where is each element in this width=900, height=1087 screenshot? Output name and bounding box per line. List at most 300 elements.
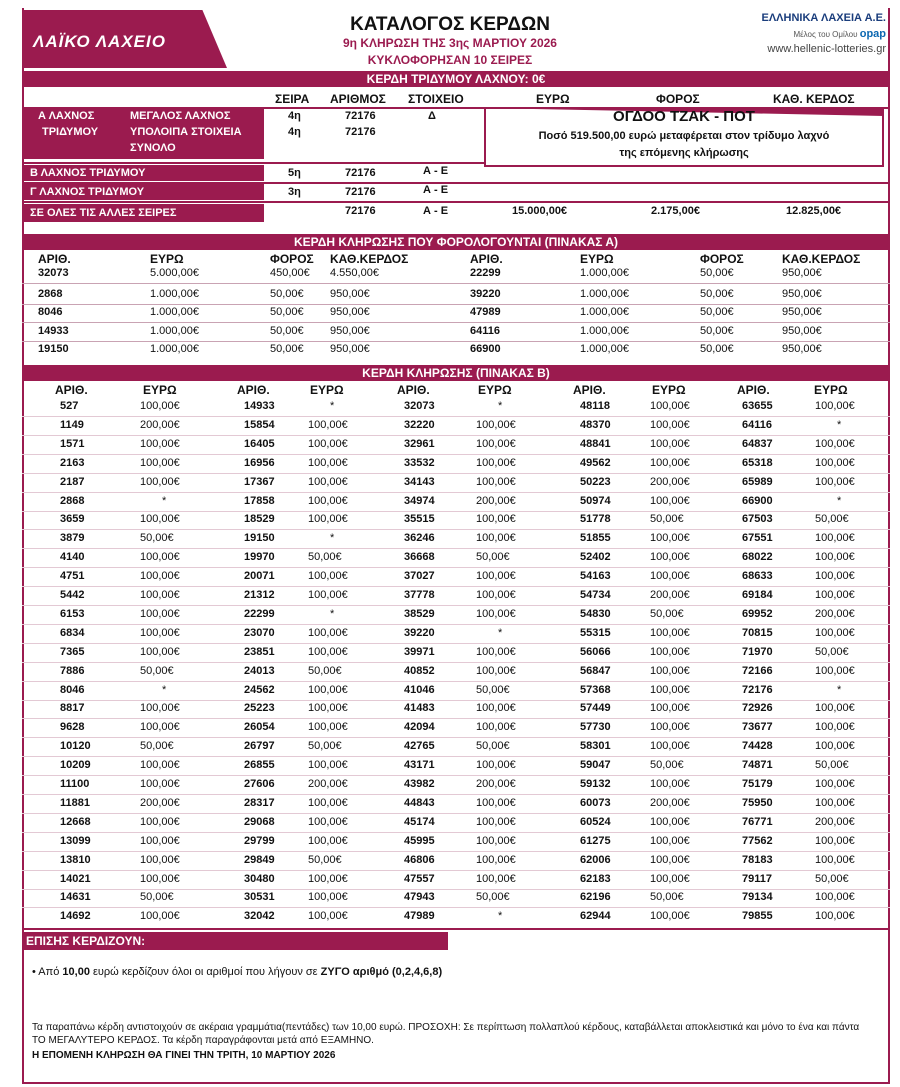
tableB-amount: 100,00€ [140, 873, 180, 885]
logo: ΛΑΪΚΟ ΛΑΧΕΙΟ [33, 32, 166, 51]
tableB-amount: 100,00€ [650, 684, 690, 696]
row-divider [22, 322, 890, 323]
tableA-cell: 950,00€ [782, 267, 822, 279]
tableB-header: ΕΥΡΩ [143, 383, 177, 397]
even-numbers-note [32, 966, 442, 978]
tableB-amount: 50,00€ [308, 740, 342, 752]
tableB-amount: 50,00€ [815, 646, 849, 658]
tableB-number: 67503 [742, 513, 773, 525]
tableB-amount: 100,00€ [140, 513, 180, 525]
row-divider [22, 907, 890, 908]
c-seira: 3η [288, 186, 301, 198]
tableA-cell: 950,00€ [330, 325, 370, 337]
tableA-header: ΑΡΙΘ. [38, 252, 71, 266]
hdr-arithmos: ΑΡΙΘΜΟΣ [330, 92, 386, 106]
tableB-number: 13099 [60, 835, 91, 847]
tableB-amount: 100,00€ [308, 684, 348, 696]
tableA-cell: 1.000,00€ [580, 267, 629, 279]
tableB-amount: 50,00€ [815, 759, 849, 771]
all-euro: 15.000,00€ [512, 205, 568, 217]
tableB-amount: 200,00€ [815, 608, 855, 620]
c-stoixeio: Α - Ε [423, 184, 449, 196]
tableB-number: 14021 [60, 873, 91, 885]
tableA-cell: 5.000,00€ [150, 267, 199, 279]
jackpot-text [484, 128, 884, 162]
tableB-number: 55315 [580, 627, 611, 639]
tableB-number: 27606 [244, 778, 275, 790]
tableB-header: ΑΡΙΘ. [737, 383, 770, 397]
tableA-cell: 1.000,00€ [580, 325, 629, 337]
tableB-amount: 50,00€ [140, 532, 174, 544]
c-ticket-label: Γ ΛΑΧΝΟΣ ΤΡΙΔΥΜΟΥ [24, 184, 264, 200]
tableB-number: 48118 [580, 400, 610, 412]
tableB-amount: 50,00€ [140, 891, 174, 903]
tableB-amount: 100,00€ [140, 702, 180, 714]
tableB-number: 7886 [60, 665, 85, 677]
tableB-number: 41046 [404, 684, 435, 696]
tableB-number: 62196 [580, 891, 611, 903]
tableB-number: 68022 [742, 551, 773, 563]
tableA-cell: 1.000,00€ [150, 288, 199, 300]
tableB-amount: 100,00€ [140, 589, 180, 601]
a-row-label: ΥΠΟΛΟΙΠΑ ΣΤΟΙΧΕΙΑ [130, 126, 242, 138]
tableB-bar: ΚΕΡΔΗ ΚΛΗΡΩΣΗΣ (ΠΙΝΑΚΑΣ Β) [22, 365, 890, 381]
draw-subtitle: 9η ΚΛΗΡΩΣΗ ΤΗΣ 3ης ΜΑΡΤΙΟΥ 2026 [343, 36, 557, 50]
all-kath: 12.825,00€ [786, 205, 842, 217]
tableB-number: 42765 [404, 740, 435, 752]
tableB-number: 75179 [742, 778, 773, 790]
tableB-amount: 100,00€ [815, 551, 855, 563]
tableB-number: 20071 [244, 570, 275, 582]
tableB-amount: 100,00€ [476, 608, 516, 620]
tableB-amount: 100,00€ [815, 854, 855, 866]
tableB-amount: 50,00€ [650, 759, 684, 771]
tableB-number: 41483 [404, 702, 435, 714]
tableB-amount: 100,00€ [140, 835, 180, 847]
series-count: ΚΥΚΛΟΦΟΡΗΣΑΝ 10 ΣΕΙΡΕΣ [367, 53, 533, 67]
tableB-amount: 100,00€ [650, 835, 690, 847]
tableB-number: 60073 [580, 797, 611, 809]
tableB-amount: 100,00€ [308, 816, 348, 828]
tableA-header: ΚΑΘ.ΚΕΡΔΟΣ [782, 252, 861, 266]
tableB-amount: 50,00€ [308, 854, 342, 866]
row-divider [22, 794, 890, 795]
tableA-cell: 2868 [38, 288, 63, 300]
tableB-number: 43982 [404, 778, 435, 790]
tableB-header: ΕΥΡΩ [310, 383, 344, 397]
tableB-number: 39220 [404, 627, 435, 639]
tableB-header: ΑΡΙΘ. [573, 383, 606, 397]
tableB-number: 64837 [742, 438, 773, 450]
tableB-number: 25223 [244, 702, 275, 714]
tableB-amount: 50,00€ [140, 740, 174, 752]
tableB-header: ΕΥΡΩ [478, 383, 512, 397]
row-divider [22, 718, 890, 719]
row-divider [22, 341, 890, 342]
row-divider [22, 435, 890, 436]
tableB-number: 35515 [404, 513, 435, 525]
tableB-number: 30531 [244, 891, 275, 903]
tableB-number: 17367 [244, 476, 275, 488]
tableB-number: 79134 [742, 891, 773, 903]
tableB-number: 63655 [742, 400, 773, 412]
jackpot-title: ΟΓΔΟΟ ΤΖΑΚ - ΠΟΤ [613, 108, 755, 125]
tableB-amount: 100,00€ [308, 891, 348, 903]
tableB-amount: * [837, 684, 842, 696]
tableB-amount: 100,00€ [815, 835, 855, 847]
tableA-cell: 50,00€ [270, 343, 304, 355]
divider [22, 928, 890, 930]
tableA-cell: 50,00€ [700, 343, 734, 355]
row-divider [22, 511, 890, 512]
tableB-amount: 100,00€ [140, 910, 180, 922]
tableB-amount: 50,00€ [476, 740, 510, 752]
tableA-cell: 950,00€ [782, 343, 822, 355]
tableA-header: ΕΥΡΩ [580, 252, 614, 266]
tableB-number: 47557 [404, 873, 435, 885]
tableB-number: 4140 [60, 551, 85, 563]
tableB-amount: 100,00€ [476, 646, 516, 658]
tableB-amount: 100,00€ [650, 495, 690, 507]
tableB-number: 9628 [60, 721, 85, 733]
row-divider [22, 813, 890, 814]
tableB-number: 39971 [404, 646, 435, 658]
tableB-number: 51778 [580, 513, 611, 525]
tableB-amount: 200,00€ [650, 589, 690, 601]
tableB-number: 57730 [580, 721, 611, 733]
tableB-number: 37027 [404, 570, 435, 582]
hdr-kath: ΚΑΘ. ΚΕΡΔΟΣ [773, 92, 855, 106]
tableB-amount: 100,00€ [815, 532, 855, 544]
tableB-number: 72176 [742, 684, 773, 696]
tableB-number: 28317 [244, 797, 275, 809]
tableB-number: 79855 [742, 910, 773, 922]
row-divider [22, 586, 890, 587]
tableB-number: 29799 [244, 835, 275, 847]
tableB-amount: 100,00€ [650, 702, 690, 714]
tableB-number: 22299 [244, 608, 275, 620]
tableB-number: 17858 [244, 495, 275, 507]
tableB-amount: 100,00€ [815, 702, 855, 714]
tableB-header: ΑΡΙΘ. [237, 383, 270, 397]
tableA-cell: 50,00€ [700, 325, 734, 337]
tableB-amount: 100,00€ [815, 457, 855, 469]
tableA-cell: 1.000,00€ [150, 306, 199, 318]
tableB-amount: 100,00€ [140, 438, 180, 450]
a-row-num: 72176 [345, 110, 376, 122]
tableB-number: 50974 [580, 495, 611, 507]
row-divider [22, 416, 890, 417]
tableB-number: 74428 [742, 740, 773, 752]
tableA-cell: 950,00€ [330, 306, 370, 318]
all-num: 72176 [345, 205, 376, 217]
tableB-number: 16956 [244, 457, 275, 469]
tableA-header: ΚΑΘ.ΚΕΡΔΟΣ [330, 252, 409, 266]
tableB-number: 70815 [742, 627, 773, 639]
tableB-amount: 100,00€ [140, 608, 180, 620]
tableB-amount: 100,00€ [476, 457, 516, 469]
tableB-number: 67551 [742, 532, 773, 544]
a-row-seira: 4η [288, 110, 301, 122]
tableB-amount: 200,00€ [476, 778, 516, 790]
tableA-cell: 450,00€ [270, 267, 310, 279]
opap-logo: opap [859, 28, 886, 40]
tableB-amount: 100,00€ [476, 438, 516, 450]
tableB-number: 24013 [244, 665, 275, 677]
tableB-number: 58301 [580, 740, 611, 752]
tableB-amount: 50,00€ [476, 684, 510, 696]
tableB-amount: 100,00€ [815, 797, 855, 809]
tableB-number: 14933 [244, 400, 275, 412]
tableB-amount: 100,00€ [650, 419, 690, 431]
tableB-amount: 100,00€ [140, 457, 180, 469]
b-num: 72176 [345, 167, 376, 179]
tableB-amount: 100,00€ [815, 778, 855, 790]
tableB-number: 42094 [404, 721, 435, 733]
tableB-amount: 100,00€ [650, 438, 690, 450]
tableB-number: 68633 [742, 570, 773, 582]
tableB-number: 6834 [60, 627, 85, 639]
tableB-amount: 100,00€ [815, 400, 855, 412]
tableB-amount: * [330, 608, 335, 620]
tableB-number: 65989 [742, 476, 773, 488]
tableB-amount: 100,00€ [815, 910, 855, 922]
tableB-amount: 100,00€ [650, 910, 690, 922]
row-divider [22, 870, 890, 871]
tableB-amount: 100,00€ [650, 400, 690, 412]
row-divider [22, 454, 890, 455]
tableB-number: 29849 [244, 854, 275, 866]
tableB-amount: 50,00€ [308, 551, 342, 563]
tableB-amount: 100,00€ [650, 570, 690, 582]
tableB-number: 26855 [244, 759, 275, 771]
tableB-number: 60524 [580, 816, 611, 828]
tableB-amount: 200,00€ [308, 778, 348, 790]
tableB-number: 2868 [60, 495, 85, 507]
tableB-amount: 100,00€ [308, 570, 348, 582]
tableB-number: 73677 [742, 721, 773, 733]
tableB-number: 2163 [60, 457, 85, 469]
all-stoixeio: Α - Ε [423, 205, 449, 217]
note-amount: 10,00 [62, 966, 90, 978]
tableB-number: 34143 [404, 476, 435, 488]
tableB-number: 30480 [244, 873, 275, 885]
tableB-number: 43171 [404, 759, 435, 771]
tableB-amount: 100,00€ [650, 854, 690, 866]
tableB-number: 47989 [404, 910, 435, 922]
tableB-amount: 100,00€ [650, 627, 690, 639]
tableB-number: 72926 [742, 702, 773, 714]
tableB-number: 24562 [244, 684, 275, 696]
tableA-header: ΦΟΡΟΣ [270, 252, 314, 266]
tableB-amount: 100,00€ [308, 476, 348, 488]
tableB-amount: 100,00€ [815, 589, 855, 601]
tableB-number: 13810 [60, 854, 91, 866]
tableB-number: 23851 [244, 646, 275, 658]
divider [22, 201, 890, 203]
tableA-cell: 50,00€ [270, 306, 304, 318]
tableB-amount: 200,00€ [650, 476, 690, 488]
row-divider [22, 492, 890, 493]
tableA-cell: 50,00€ [700, 306, 734, 318]
tableB-amount: 200,00€ [140, 419, 180, 431]
tableB-amount: 100,00€ [308, 457, 348, 469]
tableB-amount: 100,00€ [476, 759, 516, 771]
all-series-label: ΣΕ ΟΛΕΣ ΤΙΣ ΑΛΛΕΣ ΣΕΙΡΕΣ [24, 204, 264, 222]
tableB-amount: 100,00€ [815, 891, 855, 903]
tableA-cell: 4.550,00€ [330, 267, 379, 279]
tableB-number: 32961 [404, 438, 435, 450]
tableB-amount: * [498, 910, 503, 922]
tableB-header: ΕΥΡΩ [652, 383, 686, 397]
tableA-cell: 50,00€ [270, 325, 304, 337]
tableB-number: 4751 [60, 570, 85, 582]
tableB-amount: 100,00€ [140, 551, 180, 563]
tableB-amount: 50,00€ [308, 665, 342, 677]
tableB-amount: * [330, 532, 335, 544]
page-title: ΚΑΤΑΛΟΓΟΣ ΚΕΡΔΩΝ [350, 14, 550, 35]
tableB-amount: 100,00€ [476, 854, 516, 866]
a-label-2: ΤΡΙΔΥΜΟΥ [42, 126, 99, 138]
tableB-number: 21312 [244, 589, 275, 601]
tableB-amount: 100,00€ [308, 835, 348, 847]
tableB-amount: 100,00€ [308, 702, 348, 714]
c-num: 72176 [345, 186, 376, 198]
tableB-amount: 50,00€ [476, 891, 510, 903]
b-seira: 5η [288, 167, 301, 179]
tableB-amount: 100,00€ [815, 570, 855, 582]
tableB-amount: 100,00€ [476, 513, 516, 525]
tableB-amount: * [837, 495, 842, 507]
tableB-amount: 50,00€ [815, 513, 849, 525]
tableA-header: ΕΥΡΩ [150, 252, 184, 266]
tableB-number: 54734 [580, 589, 611, 601]
tableB-number: 62944 [580, 910, 611, 922]
note-prefix: • Από [32, 966, 63, 978]
tableB-number: 11881 [60, 797, 90, 809]
brand-member-text: Μέλος του Ομίλου [793, 30, 858, 39]
tableB-amount: 100,00€ [650, 532, 690, 544]
tableA-cell: 1.000,00€ [150, 325, 199, 337]
tableB-number: 32042 [244, 910, 275, 922]
tableB-number: 36246 [404, 532, 435, 544]
tableB-number: 3659 [60, 513, 85, 525]
tableA-cell: 950,00€ [782, 288, 822, 300]
row-divider [22, 567, 890, 568]
brand-member [762, 28, 887, 40]
tableB-number: 26797 [244, 740, 275, 752]
tableB-amount: 100,00€ [815, 721, 855, 733]
row-divider [22, 889, 890, 890]
tableB-amount: 100,00€ [308, 721, 348, 733]
tableB-number: 71970 [742, 646, 773, 658]
tableB-number: 69184 [742, 589, 773, 601]
tableB-number: 76771 [742, 816, 773, 828]
row-divider [22, 304, 890, 305]
tableB-amount: 100,00€ [140, 476, 180, 488]
tableB-number: 32220 [404, 419, 435, 431]
tableB-amount: * [162, 684, 167, 696]
tableA-cell: 950,00€ [782, 325, 822, 337]
tableB-number: 48370 [580, 419, 611, 431]
tableB-number: 57368 [580, 684, 611, 696]
tableB-number: 79117 [742, 873, 772, 885]
tableB-amount: 100,00€ [308, 495, 348, 507]
tableB-amount: 100,00€ [308, 627, 348, 639]
triple-bar: ΚΕΡΔΗ ΤΡΙΔΥΜΟΥ ΛΑΧΝΟΥ: 0€ [22, 71, 890, 87]
tableA-cell: 32073 [38, 267, 69, 279]
tableB-number: 38529 [404, 608, 435, 620]
fine-print: Τα παραπάνω κέρδη αντιστοιχούν σε ακέραια γραμμάτια(πεντάδες) των 10,00 ευρώ. ΠΡΟΣΟΧΗ: Σε περίπτωση πολλαπλού κέρδους, καταβάλλεται αποκλειστικά και μόνο το ένα και πάντα ΤΟ ΜΕΓΑΛΥΤΕΡΟ ΚΕΡΔΟΣ. Τα κέρδη παραγράφονται μετά από ΕΞΑΜΗΝΟ. [32, 1022, 860, 1046]
a-row-seira: 4η [288, 126, 301, 138]
tableB-number: 32073 [404, 400, 435, 412]
next-draw: Η ΕΠΟΜΕΝΗ ΚΛΗΡΩΣΗ ΘΑ ΓΙΝΕΙ ΤΗΝ ΤΡΙΤΗ, 10 ΜΑΡΤΙΟΥ 2026 [32, 1050, 336, 1061]
b-ticket-label: Β ΛΑΧΝΟΣ ΤΡΙΔΥΜΟΥ [24, 165, 264, 181]
tableB-number: 65318 [742, 457, 773, 469]
tableB-amount: 200,00€ [650, 797, 690, 809]
a-row-stoixeio: Δ [428, 110, 436, 122]
tableB-amount: 100,00€ [650, 816, 690, 828]
tableB-number: 14631 [60, 891, 91, 903]
all-foros: 2.175,00€ [651, 205, 700, 217]
tableB-amount: 100,00€ [476, 665, 516, 677]
tableB-amount: * [498, 627, 503, 639]
tableA-cell: 950,00€ [330, 288, 370, 300]
tableB-header: ΑΡΙΘ. [397, 383, 430, 397]
tableB-amount: 100,00€ [140, 400, 180, 412]
tableB-amount: 100,00€ [140, 816, 180, 828]
tableB-amount: 100,00€ [650, 646, 690, 658]
brand-block [762, 12, 887, 55]
tableB-number: 16405 [244, 438, 275, 450]
tableB-amount: 100,00€ [308, 759, 348, 771]
tableB-number: 45174 [404, 816, 435, 828]
tableA-cell: 14933 [38, 325, 69, 337]
tableB-number: 45995 [404, 835, 435, 847]
jackpot-text-1: Ποσό 519.500,00 ευρώ μεταφέρεται στον τρίδυμο λαχνό [538, 130, 830, 142]
tableB-amount: 100,00€ [650, 873, 690, 885]
tableB-number: 19150 [244, 532, 275, 544]
tableA-cell: 1.000,00€ [150, 343, 199, 355]
tableB-number: 64116 [742, 419, 772, 431]
tableB-header: ΑΡΙΘ. [55, 383, 88, 397]
tableB-amount: 50,00€ [476, 551, 510, 563]
tableB-amount: 100,00€ [140, 759, 180, 771]
tableB-number: 15854 [244, 419, 275, 431]
tableB-number: 59132 [580, 778, 611, 790]
tableB-amount: 100,00€ [140, 570, 180, 582]
tableB-amount: 50,00€ [140, 665, 174, 677]
tableB-amount: 50,00€ [650, 891, 684, 903]
tableB-number: 19970 [244, 551, 275, 563]
tableB-amount: 100,00€ [476, 873, 516, 885]
tableB-number: 7365 [60, 646, 85, 658]
b-stoixeio: Α - Ε [423, 165, 449, 177]
tableB-number: 527 [60, 400, 79, 412]
tableB-amount: 100,00€ [650, 740, 690, 752]
row-divider [22, 624, 890, 625]
tableB-header: ΕΥΡΩ [814, 383, 848, 397]
tableA-cell: 39220 [470, 288, 501, 300]
tableB-number: 40852 [404, 665, 435, 677]
tableA-cell: 1.000,00€ [580, 288, 629, 300]
tableB-amount: 100,00€ [140, 646, 180, 658]
tableB-amount: 100,00€ [308, 646, 348, 658]
row-divider [22, 662, 890, 663]
a-row-num: 72176 [345, 126, 376, 138]
tableB-amount: 100,00€ [650, 457, 690, 469]
tableB-amount: 100,00€ [308, 910, 348, 922]
